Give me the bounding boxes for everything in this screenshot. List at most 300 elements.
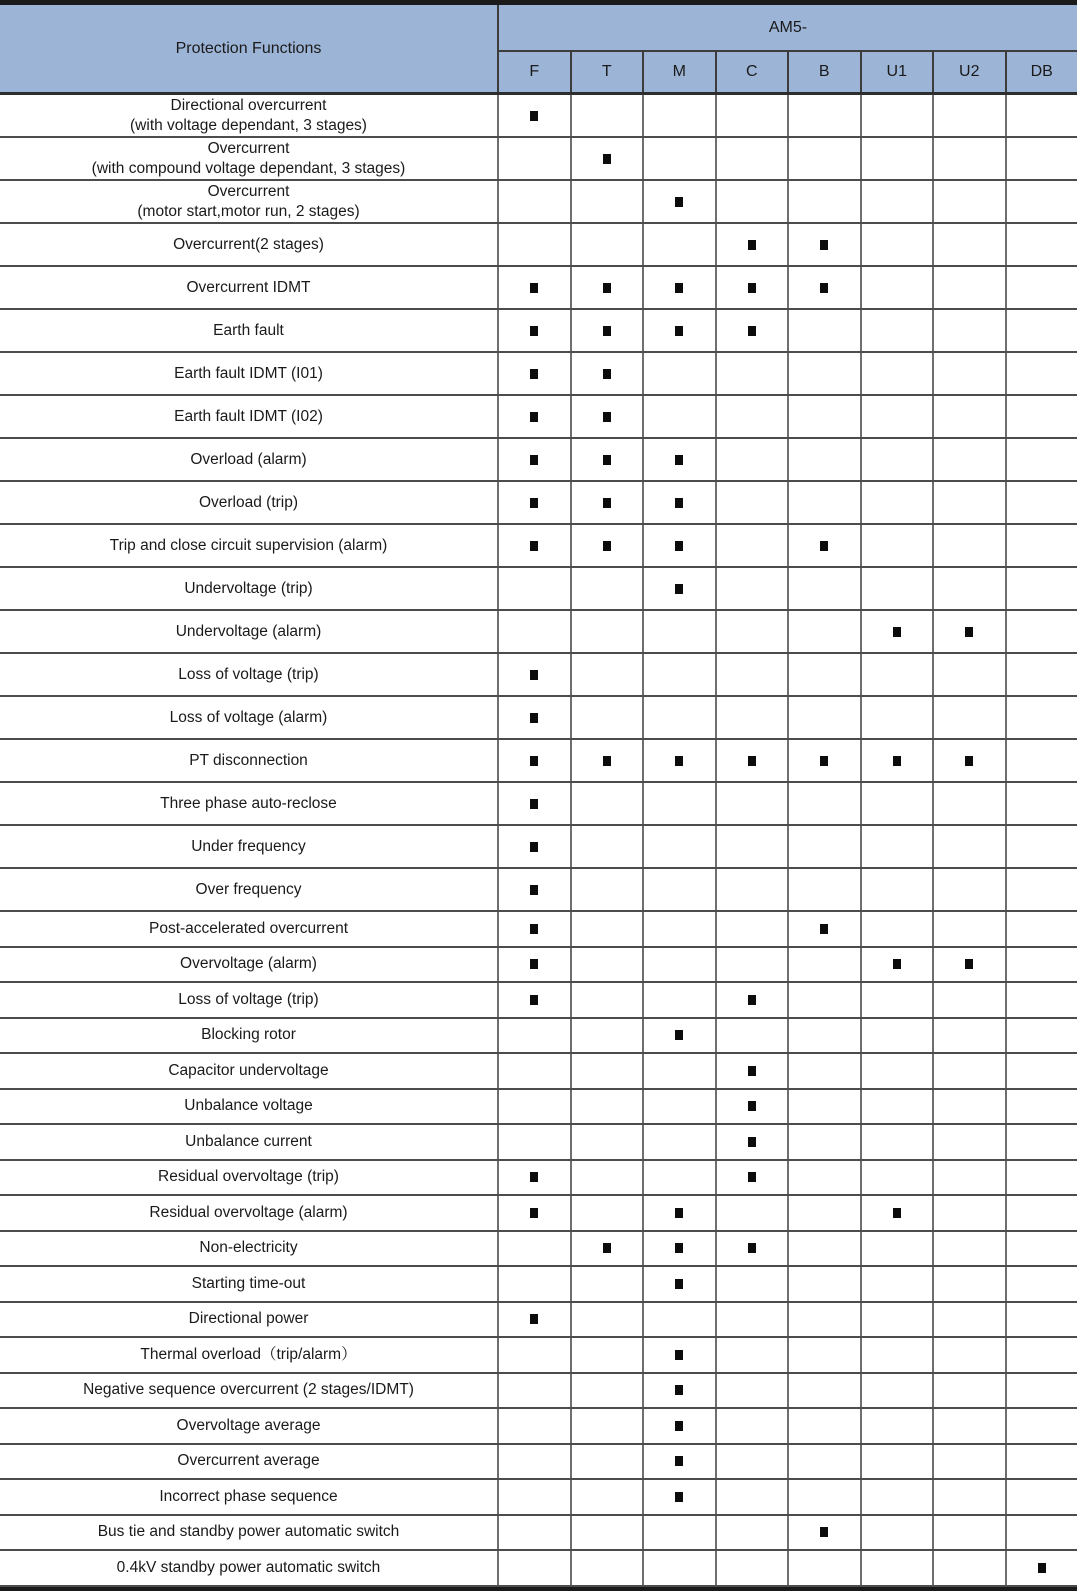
- support-cell-m: [642, 1019, 715, 1053]
- support-cell-db: [1005, 869, 1077, 910]
- support-cell-m: [642, 1303, 715, 1337]
- support-cell-db: [1005, 1338, 1077, 1372]
- support-mark: [530, 412, 538, 422]
- table-row: [0, 912, 1077, 948]
- support-cell-u1: [860, 353, 933, 394]
- support-cell-f: [497, 1409, 570, 1443]
- support-mark: [820, 240, 828, 250]
- table-row: [0, 525, 1077, 568]
- support-cell-m: [642, 1161, 715, 1195]
- column-header-b: B: [787, 52, 860, 92]
- table-row: [0, 95, 1077, 138]
- support-mark: [603, 756, 611, 766]
- support-mark: [675, 326, 683, 336]
- support-mark: [748, 1172, 756, 1182]
- support-cell-m: [642, 1232, 715, 1266]
- support-cell-u2: [932, 1374, 1005, 1408]
- support-cell-c: [715, 181, 788, 222]
- support-cell-c: [715, 224, 788, 265]
- support-cell-u1: [860, 1054, 933, 1088]
- support-cell-f: [497, 654, 570, 695]
- support-cell-b: [787, 1161, 860, 1195]
- support-cell-c: [715, 1374, 788, 1408]
- support-cell-b: [787, 525, 860, 566]
- support-mark: [530, 541, 538, 551]
- support-cell-db: [1005, 1409, 1077, 1443]
- function-label: Over frequency: [0, 869, 497, 910]
- support-cell-f: [497, 611, 570, 652]
- support-mark: [675, 197, 683, 207]
- function-label: Residual overvoltage (trip): [0, 1161, 497, 1195]
- support-cell-c: [715, 869, 788, 910]
- support-cell-f: [497, 948, 570, 982]
- table-row: [0, 138, 1077, 181]
- support-cell-u2: [932, 912, 1005, 946]
- support-cell-u2: [932, 1516, 1005, 1550]
- support-cell-db: [1005, 138, 1077, 179]
- support-cell-db: [1005, 310, 1077, 351]
- support-cell-t: [570, 1267, 643, 1301]
- table-row: [0, 783, 1077, 826]
- header-group-am5: AM5-: [497, 5, 1077, 50]
- support-cell-u1: [860, 697, 933, 738]
- support-mark: [530, 670, 538, 680]
- support-cell-t: [570, 740, 643, 781]
- support-cell-f: [497, 826, 570, 867]
- support-cell-c: [715, 396, 788, 437]
- support-cell-u1: [860, 525, 933, 566]
- support-cell-u1: [860, 654, 933, 695]
- support-mark: [603, 1243, 611, 1253]
- support-cell-t: [570, 482, 643, 523]
- support-cell-c: [715, 482, 788, 523]
- support-cell-u2: [932, 1303, 1005, 1337]
- support-cell-f: [497, 181, 570, 222]
- support-mark: [893, 756, 901, 766]
- support-cell-b: [787, 353, 860, 394]
- support-cell-f: [497, 1161, 570, 1195]
- support-cell-u2: [932, 783, 1005, 824]
- support-cell-t: [570, 611, 643, 652]
- support-cell-t: [570, 439, 643, 480]
- support-cell-t: [570, 1196, 643, 1230]
- function-label: Overvoltage average: [0, 1409, 497, 1443]
- support-cell-u1: [860, 1480, 933, 1514]
- support-mark: [603, 412, 611, 422]
- support-cell-m: [642, 1125, 715, 1159]
- function-label: PT disconnection: [0, 740, 497, 781]
- support-cell-b: [787, 1480, 860, 1514]
- support-mark: [893, 1208, 901, 1218]
- support-cell-m: [642, 654, 715, 695]
- header-model-group: [497, 5, 1077, 92]
- support-cell-b: [787, 396, 860, 437]
- support-cell-c: [715, 948, 788, 982]
- support-cell-b: [787, 826, 860, 867]
- table-row: [0, 1090, 1077, 1126]
- support-cell-u1: [860, 783, 933, 824]
- support-cell-u2: [932, 983, 1005, 1017]
- support-mark: [530, 959, 538, 969]
- support-cell-u1: [860, 611, 933, 652]
- table-row: [0, 1338, 1077, 1374]
- support-cell-db: [1005, 1267, 1077, 1301]
- support-cell-u1: [860, 95, 933, 136]
- support-mark: [530, 455, 538, 465]
- support-cell-db: [1005, 568, 1077, 609]
- support-mark: [603, 369, 611, 379]
- support-mark: [820, 541, 828, 551]
- support-mark: [603, 154, 611, 164]
- support-mark: [603, 283, 611, 293]
- support-cell-b: [787, 1019, 860, 1053]
- support-mark: [675, 1243, 683, 1253]
- support-cell-f: [497, 396, 570, 437]
- support-cell-u2: [932, 1125, 1005, 1159]
- table-row: [0, 1516, 1077, 1552]
- support-cell-c: [715, 1161, 788, 1195]
- support-cell-m: [642, 525, 715, 566]
- support-cell-db: [1005, 439, 1077, 480]
- support-mark: [603, 498, 611, 508]
- support-cell-db: [1005, 1196, 1077, 1230]
- support-cell-f: [497, 697, 570, 738]
- function-label: Overload (alarm): [0, 439, 497, 480]
- table-row: [0, 1232, 1077, 1268]
- support-mark: [820, 756, 828, 766]
- support-cell-f: [497, 1445, 570, 1479]
- support-cell-u2: [932, 181, 1005, 222]
- support-cell-c: [715, 983, 788, 1017]
- support-cell-c: [715, 1125, 788, 1159]
- support-mark: [675, 1030, 683, 1040]
- support-cell-db: [1005, 697, 1077, 738]
- support-cell-f: [497, 1551, 570, 1585]
- column-header-f: F: [497, 52, 570, 92]
- support-cell-b: [787, 1551, 860, 1585]
- support-cell-f: [497, 783, 570, 824]
- support-cell-m: [642, 353, 715, 394]
- support-cell-db: [1005, 525, 1077, 566]
- support-cell-c: [715, 568, 788, 609]
- function-label: Overcurrent IDMT: [0, 267, 497, 308]
- support-cell-u2: [932, 1409, 1005, 1443]
- support-cell-db: [1005, 1445, 1077, 1479]
- column-header-db: DB: [1005, 52, 1077, 92]
- support-cell-db: [1005, 1551, 1077, 1585]
- support-cell-t: [570, 783, 643, 824]
- support-cell-t: [570, 1019, 643, 1053]
- support-cell-c: [715, 783, 788, 824]
- support-cell-f: [497, 224, 570, 265]
- support-cell-m: [642, 826, 715, 867]
- support-cell-u1: [860, 267, 933, 308]
- support-cell-f: [497, 1232, 570, 1266]
- support-cell-m: [642, 224, 715, 265]
- table-row: [0, 1374, 1077, 1410]
- support-cell-c: [715, 1445, 788, 1479]
- support-mark: [675, 283, 683, 293]
- support-mark: [748, 756, 756, 766]
- support-cell-db: [1005, 1125, 1077, 1159]
- support-cell-u1: [860, 138, 933, 179]
- support-cell-m: [642, 1409, 715, 1443]
- support-cell-u1: [860, 1516, 933, 1550]
- support-cell-c: [715, 353, 788, 394]
- support-mark: [530, 1172, 538, 1182]
- column-header-t: T: [570, 52, 643, 92]
- function-label: Unbalance current: [0, 1125, 497, 1159]
- support-cell-t: [570, 948, 643, 982]
- function-label: Overcurrent average: [0, 1445, 497, 1479]
- support-cell-u1: [860, 1445, 933, 1479]
- support-cell-c: [715, 1480, 788, 1514]
- support-cell-b: [787, 1374, 860, 1408]
- function-label: Thermal overload（trip/alarm）: [0, 1338, 497, 1372]
- support-cell-db: [1005, 353, 1077, 394]
- function-label: Overload (trip): [0, 482, 497, 523]
- support-cell-t: [570, 1125, 643, 1159]
- support-cell-t: [570, 568, 643, 609]
- support-mark: [675, 498, 683, 508]
- support-cell-u1: [860, 1161, 933, 1195]
- support-cell-f: [497, 439, 570, 480]
- support-mark: [530, 756, 538, 766]
- support-cell-u1: [860, 181, 933, 222]
- support-cell-db: [1005, 826, 1077, 867]
- support-cell-u1: [860, 948, 933, 982]
- support-mark: [748, 1243, 756, 1253]
- support-cell-t: [570, 396, 643, 437]
- support-cell-c: [715, 1232, 788, 1266]
- support-cell-u1: [860, 1267, 933, 1301]
- support-cell-f: [497, 912, 570, 946]
- support-cell-t: [570, 697, 643, 738]
- support-cell-u2: [932, 1551, 1005, 1585]
- support-cell-db: [1005, 740, 1077, 781]
- support-cell-u2: [932, 740, 1005, 781]
- support-mark: [675, 1208, 683, 1218]
- support-cell-m: [642, 95, 715, 136]
- support-cell-f: [497, 310, 570, 351]
- table-row: [0, 1196, 1077, 1232]
- function-label: Bus tie and standby power automatic switch: [0, 1516, 497, 1550]
- support-cell-b: [787, 1054, 860, 1088]
- table-row: [0, 826, 1077, 869]
- support-mark: [675, 455, 683, 465]
- support-cell-f: [497, 1125, 570, 1159]
- support-cell-u1: [860, 1232, 933, 1266]
- table-row: [0, 1161, 1077, 1197]
- support-cell-b: [787, 912, 860, 946]
- support-cell-f: [497, 353, 570, 394]
- function-label: Negative sequence overcurrent (2 stages/IDMT): [0, 1374, 497, 1408]
- table-row: [0, 1267, 1077, 1303]
- support-cell-u1: [860, 912, 933, 946]
- table-row: [0, 983, 1077, 1019]
- support-cell-t: [570, 1054, 643, 1088]
- function-label: Three phase auto-reclose: [0, 783, 497, 824]
- function-label: Undervoltage (trip): [0, 568, 497, 609]
- support-cell-db: [1005, 267, 1077, 308]
- header-protection-functions-label: Protection Functions: [176, 40, 322, 58]
- table-row: [0, 482, 1077, 525]
- support-cell-u1: [860, 1019, 933, 1053]
- support-cell-u1: [860, 396, 933, 437]
- support-cell-m: [642, 869, 715, 910]
- support-cell-u1: [860, 826, 933, 867]
- function-label: Loss of voltage (alarm): [0, 697, 497, 738]
- support-cell-u1: [860, 1551, 933, 1585]
- support-mark: [675, 541, 683, 551]
- support-mark: [530, 1208, 538, 1218]
- function-label: Overcurrent (with compound voltage dependant, 3 stages): [0, 138, 497, 179]
- column-header-m: M: [642, 52, 715, 92]
- support-cell-u2: [932, 1445, 1005, 1479]
- table-row: [0, 1019, 1077, 1055]
- support-cell-b: [787, 1338, 860, 1372]
- support-cell-f: [497, 482, 570, 523]
- support-cell-c: [715, 1303, 788, 1337]
- support-mark: [748, 326, 756, 336]
- support-cell-c: [715, 1551, 788, 1585]
- support-cell-f: [497, 138, 570, 179]
- support-cell-m: [642, 1338, 715, 1372]
- table-row: [0, 869, 1077, 912]
- function-label: Overcurrent(2 stages): [0, 224, 497, 265]
- function-label: Loss of voltage (trip): [0, 983, 497, 1017]
- support-cell-c: [715, 1090, 788, 1124]
- support-cell-t: [570, 353, 643, 394]
- support-cell-t: [570, 1338, 643, 1372]
- support-cell-m: [642, 439, 715, 480]
- support-cell-u2: [932, 948, 1005, 982]
- support-cell-b: [787, 95, 860, 136]
- support-cell-m: [642, 568, 715, 609]
- support-cell-b: [787, 983, 860, 1017]
- table-row: [0, 948, 1077, 984]
- support-mark: [748, 1066, 756, 1076]
- support-mark: [893, 959, 901, 969]
- support-cell-u2: [932, 1338, 1005, 1372]
- support-cell-b: [787, 611, 860, 652]
- function-label: Unbalance voltage: [0, 1090, 497, 1124]
- support-cell-b: [787, 1409, 860, 1443]
- support-cell-u2: [932, 353, 1005, 394]
- support-cell-db: [1005, 983, 1077, 1017]
- support-cell-u1: [860, 1196, 933, 1230]
- support-cell-db: [1005, 1019, 1077, 1053]
- table-row: [0, 1409, 1077, 1445]
- support-cell-db: [1005, 1054, 1077, 1088]
- support-cell-db: [1005, 181, 1077, 222]
- support-cell-f: [497, 1196, 570, 1230]
- support-cell-m: [642, 1480, 715, 1514]
- support-cell-u2: [932, 1267, 1005, 1301]
- function-label: Trip and close circuit supervision (alarm): [0, 525, 497, 566]
- support-mark: [530, 842, 538, 852]
- support-cell-t: [570, 95, 643, 136]
- support-cell-f: [497, 1338, 570, 1372]
- support-mark: [603, 541, 611, 551]
- support-cell-u2: [932, 869, 1005, 910]
- support-cell-u2: [932, 826, 1005, 867]
- table-row: [0, 1303, 1077, 1339]
- support-cell-u1: [860, 1090, 933, 1124]
- support-mark: [748, 995, 756, 1005]
- support-cell-b: [787, 1445, 860, 1479]
- support-cell-m: [642, 948, 715, 982]
- function-label: Directional power: [0, 1303, 497, 1337]
- support-cell-b: [787, 654, 860, 695]
- table-header: [0, 5, 1077, 95]
- table-row: [0, 654, 1077, 697]
- support-cell-c: [715, 1409, 788, 1443]
- support-cell-u1: [860, 224, 933, 265]
- support-cell-m: [642, 138, 715, 179]
- support-cell-c: [715, 697, 788, 738]
- support-mark: [530, 498, 538, 508]
- support-cell-db: [1005, 783, 1077, 824]
- function-label: Under frequency: [0, 826, 497, 867]
- support-cell-u1: [860, 1125, 933, 1159]
- support-cell-m: [642, 1090, 715, 1124]
- support-mark: [675, 1279, 683, 1289]
- support-cell-t: [570, 1090, 643, 1124]
- support-cell-m: [642, 783, 715, 824]
- support-cell-t: [570, 138, 643, 179]
- support-cell-t: [570, 310, 643, 351]
- support-cell-f: [497, 1480, 570, 1514]
- table-row: [0, 439, 1077, 482]
- support-cell-m: [642, 912, 715, 946]
- support-cell-u2: [932, 267, 1005, 308]
- support-cell-c: [715, 1516, 788, 1550]
- support-cell-f: [497, 740, 570, 781]
- support-cell-u2: [932, 611, 1005, 652]
- support-cell-f: [497, 983, 570, 1017]
- function-label: Undervoltage (alarm): [0, 611, 497, 652]
- support-cell-u1: [860, 740, 933, 781]
- support-cell-db: [1005, 224, 1077, 265]
- support-cell-u1: [860, 310, 933, 351]
- function-label: Starting time-out: [0, 1267, 497, 1301]
- support-cell-b: [787, 1267, 860, 1301]
- support-cell-u2: [932, 396, 1005, 437]
- support-cell-c: [715, 525, 788, 566]
- support-cell-b: [787, 1125, 860, 1159]
- support-mark: [1038, 1563, 1046, 1573]
- support-mark: [748, 283, 756, 293]
- table-row: [0, 611, 1077, 654]
- support-cell-m: [642, 181, 715, 222]
- function-label: Incorrect phase sequence: [0, 1480, 497, 1514]
- table-row: [0, 740, 1077, 783]
- function-label: Loss of voltage (trip): [0, 654, 497, 695]
- table-row: [0, 1551, 1077, 1587]
- function-label: Blocking rotor: [0, 1019, 497, 1053]
- support-cell-u2: [932, 1054, 1005, 1088]
- column-header-u2: U2: [932, 52, 1005, 92]
- support-cell-u2: [932, 1090, 1005, 1124]
- support-cell-b: [787, 267, 860, 308]
- support-cell-u1: [860, 568, 933, 609]
- support-cell-u1: [860, 439, 933, 480]
- support-cell-db: [1005, 1161, 1077, 1195]
- table-row: [0, 310, 1077, 353]
- support-mark: [530, 885, 538, 895]
- support-mark: [820, 283, 828, 293]
